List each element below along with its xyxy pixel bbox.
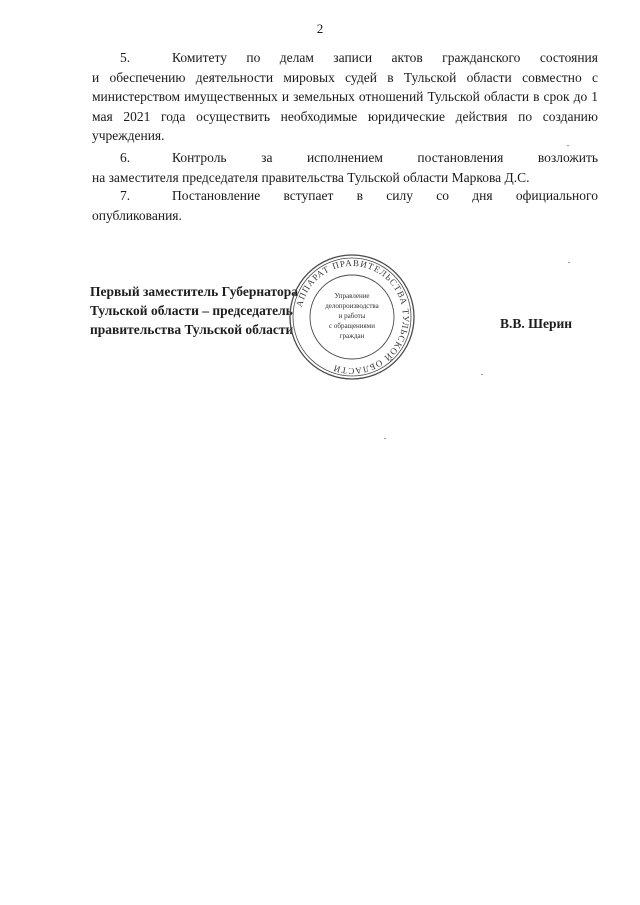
seal-center-line: и работы [338,312,366,320]
page-number: 2 [316,21,324,36]
paragraph-body-text: и обеспечению деятельности мировых судей в Тульской области совместно с министерством имущественных и земельных отношений Тульской области в срок до 1 мая 2021 года осуществить необходимые юридические действия по созданию учреждения. [92,69,598,144]
paragraph-number: 6. [120,150,131,165]
signatory-position-line: правительства Тульской области [90,322,294,337]
paragraph-first-line [92,148,598,168]
signatory-position-line: Тульской области – председатель [90,303,293,318]
signatory-position-line: Первый заместитель Губернатора [90,284,298,299]
paragraph-first-line [92,186,598,206]
scan-speck [567,145,569,146]
paragraph-lead-text: Комитету по делам записи актов гражданского состояния [172,50,598,65]
official-seal-stamp [287,252,417,382]
paragraph-number: 5. [120,50,131,65]
scan-speck [384,438,386,439]
signatory-position [90,282,298,339]
paragraph-body-text: опубликования. [92,207,182,223]
paragraph-7 [92,186,598,225]
paragraph-5 [92,48,598,146]
seal-ring-text: АППАРАТ ПРАВИТЕЛЬСТВА ТУЛЬСКОЙ ОБЛАСТИ [294,257,412,377]
paragraph-body-text: на заместителя председателя правительства Тульской области Маркова Д.С. [92,169,530,185]
paragraph-lead-text: Постановление вступает в силу со дня официального [172,188,598,203]
paragraph-6 [92,148,598,187]
signatory-name: В.В. Шерин [500,316,573,331]
seal-center-line: Управление [334,292,370,300]
seal-center-line: делопроизводства [325,302,379,310]
paragraph-lead-text: Контроль за исполнением постановления возложить [172,150,598,165]
scan-speck [568,262,570,263]
seal-center-line: граждан [339,332,365,340]
scan-speck [481,374,483,375]
paragraph-first-line [92,48,598,68]
seal-center-line: с обращениями [329,322,375,330]
paragraph-number: 7. [120,188,131,203]
